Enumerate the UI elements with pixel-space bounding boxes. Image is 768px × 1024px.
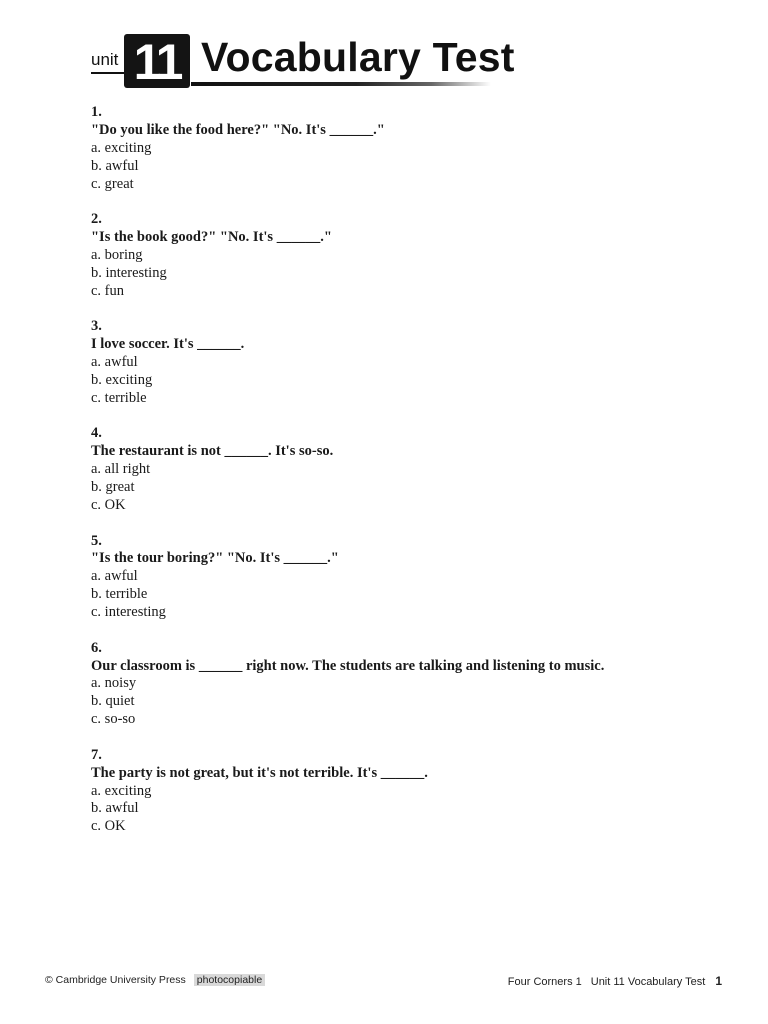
answer-option-a: a. boring: [91, 246, 143, 263]
question-number: 4.: [91, 425, 102, 442]
answer-option-c: c. so-so: [91, 711, 136, 728]
unit-underline: [91, 72, 125, 74]
question-stem: The party is not great, but it's not terrible. It's ______.: [91, 764, 428, 781]
answer-option-a: a. exciting: [91, 782, 152, 799]
page-title: Vocabulary Test: [201, 34, 515, 80]
page-number: 1: [715, 974, 722, 988]
question-stem: Our classroom is ______ right now. The students are talking and listening to music.: [91, 657, 605, 674]
question-stem: "Is the book good?" "No. It's ______.": [91, 229, 332, 246]
answer-option-a: a. awful: [91, 568, 138, 585]
page-header: [91, 30, 515, 90]
question-stem: The restaurant is not ______. It's so-so.: [91, 443, 334, 460]
unit-number-badge: 11: [124, 34, 190, 88]
book-title: Four Corners 1: [507, 976, 582, 988]
question-6: [91, 640, 731, 730]
question-number: 5.: [91, 532, 102, 549]
answer-option-a: a. exciting: [91, 139, 152, 156]
question-stem: I love soccer. It's ______.: [91, 336, 245, 353]
answer-option-b: b. interesting: [91, 264, 167, 281]
answer-option-b: b. great: [91, 479, 135, 496]
question-number: 7.: [91, 746, 102, 763]
question-list: [91, 104, 731, 854]
question-number: 3.: [91, 318, 102, 335]
copyright-text: © Cambridge University Press: [45, 974, 186, 986]
answer-option-c: c. OK: [91, 497, 126, 513]
question-number: 6.: [91, 639, 102, 656]
answer-option-b: b. exciting: [91, 371, 153, 388]
footer-right: [508, 974, 722, 988]
answer-option-b: b. terrible: [91, 586, 148, 603]
unit-label: unit: [91, 50, 119, 69]
question-1: [91, 104, 731, 194]
footer-left: [45, 974, 265, 986]
footer-unit-label: Unit 11 Vocabulary Test: [590, 976, 706, 988]
question-5: [91, 533, 731, 623]
question-7: [91, 747, 731, 837]
answer-option-c: c. great: [91, 175, 134, 192]
answer-option-b: b. awful: [91, 800, 139, 817]
answer-option-a: a. awful: [91, 354, 138, 371]
question-stem: "Do you like the food here?" "No. It's ______.": [91, 121, 385, 138]
question-4: [91, 425, 731, 515]
answer-option-c: c. terrible: [91, 389, 147, 406]
question-stem: "Is the tour boring?" "No. It's ______.": [91, 550, 339, 567]
answer-option-a: a. noisy: [91, 675, 137, 692]
answer-option-c: c. interesting: [91, 604, 166, 621]
answer-option-b: b. awful: [91, 157, 139, 174]
question-3: [91, 318, 731, 408]
answer-option-c: c. fun: [91, 282, 125, 299]
question-2: [91, 211, 731, 301]
answer-option-b: b. quiet: [91, 693, 135, 710]
question-number: 1.: [91, 104, 102, 120]
answer-option-c: c. OK: [91, 818, 126, 835]
answer-option-a: a. all right: [91, 461, 151, 478]
title-rule: [191, 82, 491, 86]
question-number: 2.: [91, 211, 102, 228]
photocopiable-label: photocopiable: [194, 974, 265, 986]
